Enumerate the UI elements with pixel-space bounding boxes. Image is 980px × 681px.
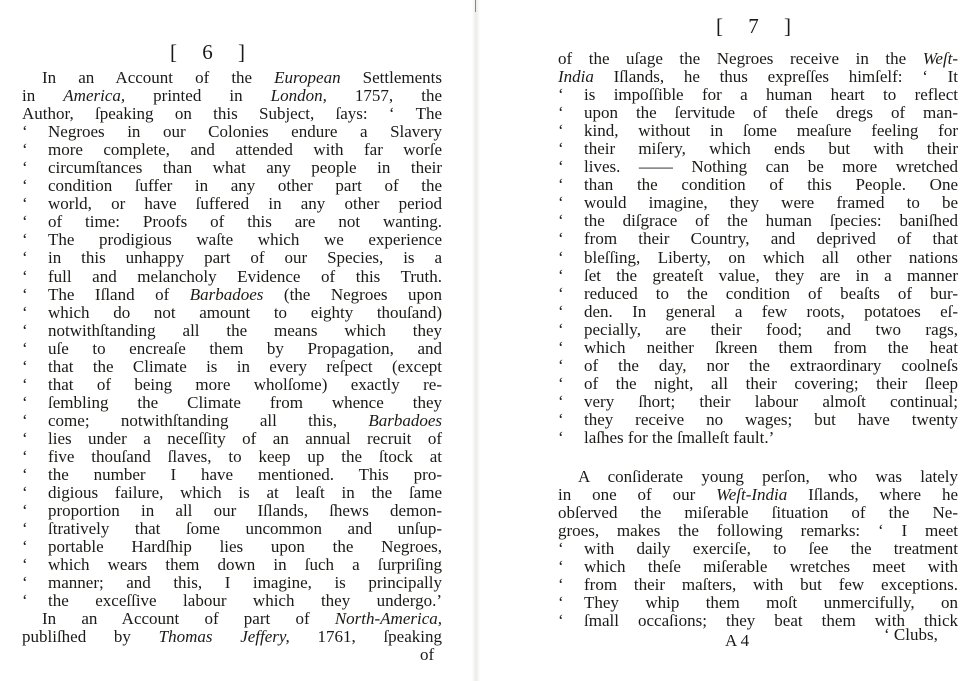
line-text: which do not amount to eighty thouſand) <box>48 302 442 322</box>
continuation-word: of <box>420 645 435 664</box>
line-text: 1757, the <box>326 86 442 106</box>
italic-text: European <box>274 68 341 87</box>
line-text: they receive no wages; but have twenty <box>584 409 958 429</box>
line-text: in this unhappy part of our Species, is a <box>48 248 442 268</box>
line-text: world, or have ſuffered in any other period <box>48 194 442 214</box>
quote-mark: ‘ <box>22 537 28 557</box>
quote-mark: ‘ <box>558 593 564 613</box>
line-text: (the Negroes upon <box>263 284 442 304</box>
text-line <box>558 68 958 86</box>
line-text: portable Hardſhip lies upon the Negroes, <box>48 537 442 557</box>
quote-mark: ‘ <box>558 611 564 631</box>
text-line <box>558 104 958 122</box>
text-line <box>22 69 442 87</box>
catchword: ‘ Clubs, <box>884 625 938 644</box>
quote-mark: ‘ <box>558 557 564 577</box>
text-line <box>558 558 958 576</box>
quote-mark: ‘ <box>22 392 28 412</box>
quote-mark: ‘ <box>22 338 28 358</box>
gutter-mark <box>475 0 476 12</box>
text-line <box>22 484 442 502</box>
quote-mark: ‘ <box>558 539 564 559</box>
quote-mark: ‘ <box>22 483 28 503</box>
line-text: very ſhort; their labour almoſt continual; <box>584 391 958 411</box>
text-line <box>22 520 442 538</box>
quote-mark: ‘ <box>558 139 564 159</box>
text-line <box>558 249 958 267</box>
quote-mark: ‘ <box>22 465 28 485</box>
line-text: in one of our <box>558 485 717 505</box>
line-text: which theſe miſerable wretches meet with <box>584 557 958 577</box>
line-text: from their maſters, with but few exceptions. <box>584 575 958 595</box>
quote-mark: ‘ <box>558 301 564 321</box>
line-text: ſtratively that ſome uncommon and unſup- <box>48 519 442 539</box>
text-line <box>22 105 442 123</box>
text-line <box>558 504 958 522</box>
italic-text: India <box>558 67 594 87</box>
text-line <box>558 594 958 612</box>
text-line <box>22 322 442 340</box>
text-line <box>22 87 442 105</box>
text-line <box>558 230 958 248</box>
italic-text: London, <box>270 86 327 106</box>
quote-mark: ‘ <box>22 356 28 376</box>
line-text: printed in <box>125 86 271 106</box>
quote-mark: ‘ <box>22 158 28 178</box>
line-text: than the condition of this People. One <box>584 175 958 195</box>
quote-mark: ‘ <box>22 410 28 430</box>
line-text: uſe to encreaſe them by Propagation, and <box>48 338 442 358</box>
line-text: of the day, nor the extraordinary coolneſs <box>584 355 958 375</box>
right-page <box>478 0 980 681</box>
line-text: ſmall occaſions; they beat them with thick <box>584 611 958 631</box>
text-line <box>22 177 442 195</box>
line-text: circumſtances than what any people in their <box>48 158 442 178</box>
quote-mark: ‘ <box>22 284 28 304</box>
text-line <box>558 321 958 339</box>
text-line <box>558 357 958 375</box>
text-line <box>22 231 442 249</box>
line-text: lives. —— Nothing can be more wretched <box>584 157 958 177</box>
quote-mark: ‘ <box>558 283 564 303</box>
line-text: come; notwithſtanding all this, <box>48 410 369 430</box>
quote-mark: ‘ <box>22 446 28 466</box>
line-text: pecially, are their food; and two rags, <box>584 319 958 339</box>
quote-mark: ‘ <box>22 302 28 322</box>
line-text: the number I have mentioned. This pro- <box>48 465 442 485</box>
text-line <box>22 340 442 358</box>
text-line <box>22 268 442 286</box>
quote-mark: ‘ <box>558 157 564 177</box>
text-line <box>22 249 442 267</box>
quote-mark: ‘ <box>22 519 28 539</box>
line-text: ſembling the Climate from whence they <box>48 392 442 412</box>
line-text: five thouſand ſlaves, to keep up the ſtock at <box>48 446 442 466</box>
text-line <box>22 610 442 628</box>
text-line <box>22 502 442 520</box>
line-text: in <box>22 86 64 106</box>
quote-mark: ‘ <box>22 194 28 214</box>
line-text: Iſlands, he thus expreſſes himſelf: ‘ It <box>593 67 958 87</box>
line-text: condition ſuffer in any other part of the <box>48 176 442 196</box>
text-line <box>558 267 958 285</box>
text-line <box>22 628 442 646</box>
line-text: full and melancholy Evidence of this Truth. <box>48 266 442 286</box>
text-line <box>558 468 958 486</box>
line-text: of the night, all their covering; their ſleep <box>584 373 958 393</box>
quote-mark: ‘ <box>558 103 564 123</box>
quote-mark: ‘ <box>22 591 28 611</box>
quote-mark: ‘ <box>22 573 28 593</box>
quote-mark: ‘ <box>558 575 564 595</box>
line-text: bleſſing, Liberty, on which all other nations <box>584 247 958 267</box>
quote-mark: ‘ <box>558 85 564 105</box>
line-text: groes, makes the following remarks: ‘ I meet <box>558 521 958 541</box>
text-line <box>22 159 442 177</box>
text-line <box>558 50 958 68</box>
text-line <box>22 286 442 304</box>
quote-mark: ‘ <box>22 501 28 521</box>
quote-mark: ‘ <box>22 230 28 250</box>
text-line <box>558 486 958 504</box>
quote-mark: ‘ <box>22 122 28 142</box>
page-number-left: [ 6 ] <box>170 40 255 64</box>
text-line <box>22 448 442 466</box>
quote-mark: ‘ <box>558 229 564 249</box>
text-line <box>558 140 958 158</box>
line-text: with daily exerciſe, to ſee the treatment <box>584 539 958 559</box>
text-line <box>558 411 958 429</box>
line-text: laſhes for the ſmalleſt fault.’ <box>584 427 775 447</box>
line-text: of the uſage the Negroes receive in the <box>558 49 923 68</box>
text-line <box>558 194 958 212</box>
quote-mark: ‘ <box>558 409 564 429</box>
italic-text: Thomas Jeffery, <box>158 627 290 647</box>
text-line <box>22 430 442 448</box>
left-page <box>0 0 478 681</box>
line-text: which neither ſkreen them from the heat <box>584 337 958 357</box>
line-text: In an Account of part of <box>42 609 335 629</box>
quote-mark: ‘ <box>558 355 564 375</box>
quote-mark: ‘ <box>558 337 564 357</box>
paragraph-gap <box>558 447 958 468</box>
italic-text: America, <box>63 86 126 106</box>
line-text: publiſhed by <box>22 627 159 647</box>
italic-text: North-America, <box>334 609 442 629</box>
signature-mark: A 4 <box>725 631 750 650</box>
line-text: Settlements <box>340 68 442 87</box>
text-line <box>558 540 958 558</box>
text-line <box>22 358 442 376</box>
italic-text: Weſt- <box>922 49 958 68</box>
text-line <box>22 141 442 159</box>
line-text: The prodigious waſte which we experience <box>48 230 442 250</box>
text-line <box>22 304 442 322</box>
line-text: Author, ſpeaking on this Subject, ſays: ‘ The <box>22 104 442 124</box>
quote-mark: ‘ <box>558 247 564 267</box>
line-text: that the Climate is in every reſpect (except <box>48 356 442 376</box>
italic-text: Barbadoes <box>189 284 264 304</box>
text-line <box>22 213 442 231</box>
line-text: would imagine, they were framed to be <box>584 193 958 213</box>
text-line <box>22 592 442 610</box>
text-line <box>22 195 442 213</box>
quote-mark: ‘ <box>22 212 28 232</box>
page-number-right: [ 7 ] <box>716 14 801 38</box>
right-page-text <box>558 50 958 630</box>
text-line <box>558 122 958 140</box>
quote-mark: ‘ <box>558 319 564 339</box>
text-line <box>558 285 958 303</box>
text-line <box>558 86 958 104</box>
line-text: of time: Proofs of this are not wanting. <box>48 212 442 232</box>
text-line <box>558 522 958 540</box>
line-text: lies under a neceſſity of an annual recruit of <box>48 428 442 448</box>
text-line <box>22 538 442 556</box>
quote-mark: ‘ <box>22 428 28 448</box>
text-line <box>558 212 958 230</box>
line-text: proportion in all our Iſlands, ſhews demon- <box>48 501 442 521</box>
line-text: They whip them moſt unmercifully, on <box>584 593 958 613</box>
quote-mark: ‘ <box>22 266 28 286</box>
quote-mark: ‘ <box>558 427 564 447</box>
quote-mark: ‘ <box>22 140 28 160</box>
line-text: from their Country, and deprived of that <box>584 229 958 249</box>
text-line <box>558 375 958 393</box>
line-text: In an Account of the <box>42 68 275 87</box>
text-line <box>22 574 442 592</box>
line-text: that of being more wholſome) exactly re- <box>48 374 442 394</box>
line-text: den. In general a few roots, potatoes eſ- <box>584 301 958 321</box>
line-text: 1761, ſpeaking <box>289 627 442 647</box>
quote-mark: ‘ <box>558 265 564 285</box>
line-text: The Iſland of <box>48 284 190 304</box>
line-text: reduced to the condition of beaſts of bur- <box>584 283 958 303</box>
text-line <box>22 376 442 394</box>
quote-mark: ‘ <box>22 320 28 340</box>
left-page-text <box>22 69 442 647</box>
italic-text: Barbadoes <box>368 410 442 430</box>
line-text: more complete, and attended with far worſe <box>48 140 442 160</box>
text-line <box>22 466 442 484</box>
quote-mark: ‘ <box>22 555 28 575</box>
italic-text: Weſt-India <box>716 485 788 505</box>
text-line <box>558 339 958 357</box>
quote-mark: ‘ <box>22 248 28 268</box>
line-text: digious failure, which is at leaſt in the ſame <box>48 483 442 503</box>
text-line <box>558 576 958 594</box>
quote-mark: ‘ <box>558 373 564 393</box>
quote-mark: ‘ <box>558 121 564 141</box>
text-line <box>558 303 958 321</box>
line-text: A conſiderate young perſon, who was lately <box>578 467 958 487</box>
line-text: is impoſſible for a human heart to reflect <box>584 85 958 105</box>
line-text: obſerved the miſerable ſituation of the Ne- <box>558 503 958 523</box>
line-text: notwithſtanding all the means which they <box>48 320 442 340</box>
line-text: the diſgrace of the human ſpecies: baniſhed <box>584 211 958 231</box>
line-text: upon the ſervitude of theſe dregs of man- <box>584 103 958 123</box>
line-text: the exceſſive labour which they undergo.’ <box>48 591 442 611</box>
text-line <box>22 556 442 574</box>
line-text: kind, without in ſome meaſure feeling for <box>584 121 958 141</box>
text-line <box>22 123 442 141</box>
line-text: Iſlands, where he <box>787 485 959 505</box>
line-text: which wears them down in ſuch a ſurpriſing <box>48 555 442 575</box>
text-line <box>22 412 442 430</box>
quote-mark: ‘ <box>558 211 564 231</box>
quote-mark: ‘ <box>22 374 28 394</box>
quote-mark: ‘ <box>558 391 564 411</box>
line-text: their miſery, which ends but with their <box>584 139 958 159</box>
line-text: Negroes in our Colonies endure a Slavery <box>48 122 442 142</box>
text-line <box>558 176 958 194</box>
text-line <box>558 158 958 176</box>
line-text: ſet the greateſt value, they are in a manner <box>584 265 958 285</box>
quote-mark: ‘ <box>558 193 564 213</box>
text-line <box>558 429 958 447</box>
text-line <box>558 393 958 411</box>
text-line <box>22 394 442 412</box>
quote-mark: ‘ <box>22 176 28 196</box>
quote-mark: ‘ <box>558 175 564 195</box>
line-text: manner; and this, I imagine, is principally <box>48 573 442 593</box>
